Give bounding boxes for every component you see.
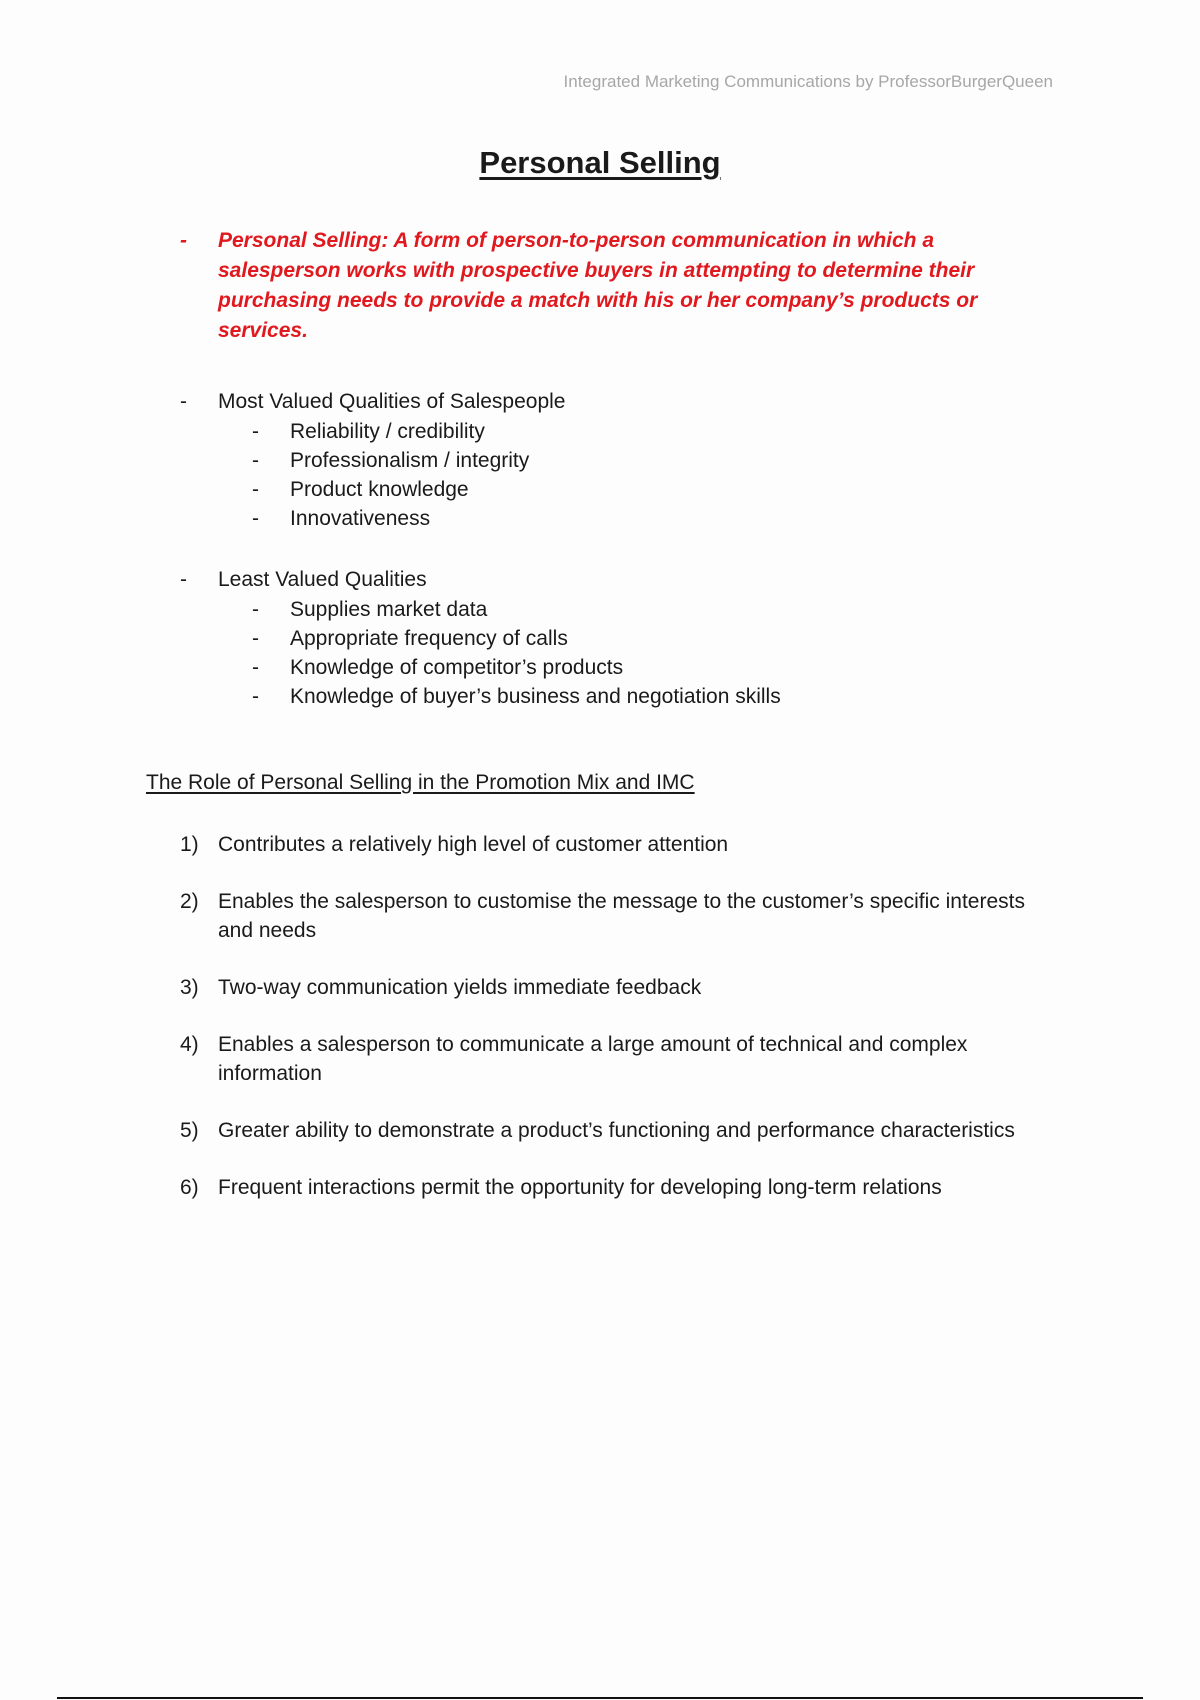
role-section-heading: The Role of Personal Selling in the Promotion Mix and IMC bbox=[146, 771, 695, 794]
least-valued-heading: Least Valued Qualities bbox=[218, 568, 427, 591]
list-item-text: Enables a salesperson to communicate a large amount of technical and complex information bbox=[218, 1033, 968, 1085]
list-item-label: Professionalism / integrity bbox=[290, 449, 530, 472]
bullet-dash: - bbox=[252, 449, 259, 472]
bullet-dash: - bbox=[180, 568, 187, 591]
bullet-dash: - bbox=[180, 390, 187, 413]
list-item bbox=[180, 653, 1080, 682]
bullet-dash: - bbox=[252, 656, 259, 679]
list-item bbox=[180, 475, 1080, 504]
bullet-dash: - bbox=[180, 229, 187, 252]
list-number: 4) bbox=[180, 1033, 199, 1056]
list-item bbox=[180, 446, 1080, 475]
bullet-dash: - bbox=[252, 420, 259, 443]
bullet-dash: - bbox=[252, 598, 259, 621]
bullet-dash: - bbox=[252, 627, 259, 650]
list-item-text: Two-way communication yields immediate feedback bbox=[218, 976, 702, 999]
list-number: 2) bbox=[180, 890, 199, 913]
list-number: 1) bbox=[180, 833, 199, 856]
bullet-dash: - bbox=[252, 478, 259, 501]
list-item-label: Reliability / credibility bbox=[290, 420, 485, 443]
definition-text: Personal Selling: A form of person-to-person communication in which a salesperson works with prospective buyers in attempting to determine their purchasing needs to provide a match with his or her company’s products or services. bbox=[218, 229, 978, 342]
list-number: 6) bbox=[180, 1176, 199, 1199]
numbered-list-item bbox=[180, 887, 1060, 945]
list-item-label: Appropriate frequency of calls bbox=[290, 627, 568, 650]
list-number: 3) bbox=[180, 976, 199, 999]
list-item-text: Contributes a relatively high level of customer attention bbox=[218, 833, 729, 856]
list-item bbox=[180, 682, 1080, 711]
page-title: Personal Selling bbox=[479, 145, 721, 180]
list-item-label: Knowledge of competitor’s products bbox=[290, 656, 624, 679]
list-item-text: Frequent interactions permit the opportunity for developing long-term relations bbox=[218, 1176, 942, 1199]
header-note: Integrated Marketing Communications by ProfessorBurgerQueen bbox=[563, 72, 1053, 91]
list-item-label: Product knowledge bbox=[290, 478, 469, 501]
numbered-list-item bbox=[180, 830, 1060, 859]
numbered-list-item bbox=[180, 973, 1060, 1002]
list-item-label: Knowledge of buyer’s business and negotiation skills bbox=[290, 685, 781, 708]
numbered-list-item bbox=[180, 1116, 1060, 1145]
footer-divider bbox=[57, 1697, 1143, 1699]
list-item-label: Innovativeness bbox=[290, 507, 431, 530]
least-valued-section bbox=[180, 565, 1080, 711]
list-item bbox=[180, 417, 1080, 446]
list-item-text: Enables the salesperson to customise the message to the customer’s specific interests and needs bbox=[218, 890, 1025, 942]
most-valued-heading: Most Valued Qualities of Salespeople bbox=[218, 390, 566, 413]
numbered-list-item bbox=[180, 1173, 1060, 1202]
least-valued-heading-row bbox=[180, 565, 1080, 595]
role-numbered-list bbox=[180, 830, 1060, 1230]
list-item bbox=[180, 624, 1080, 653]
most-valued-section bbox=[180, 387, 1080, 533]
most-valued-heading-row bbox=[180, 387, 1080, 417]
list-item bbox=[180, 595, 1080, 624]
bullet-dash: - bbox=[252, 685, 259, 708]
numbered-list-item bbox=[180, 1030, 1060, 1088]
definition-block bbox=[180, 226, 1040, 346]
bullet-dash: - bbox=[252, 507, 259, 530]
list-item bbox=[180, 504, 1080, 533]
list-number: 5) bbox=[180, 1119, 199, 1142]
list-item-label: Supplies market data bbox=[290, 598, 488, 621]
list-item-text: Greater ability to demonstrate a product’s functioning and performance characteristics bbox=[218, 1119, 1015, 1142]
